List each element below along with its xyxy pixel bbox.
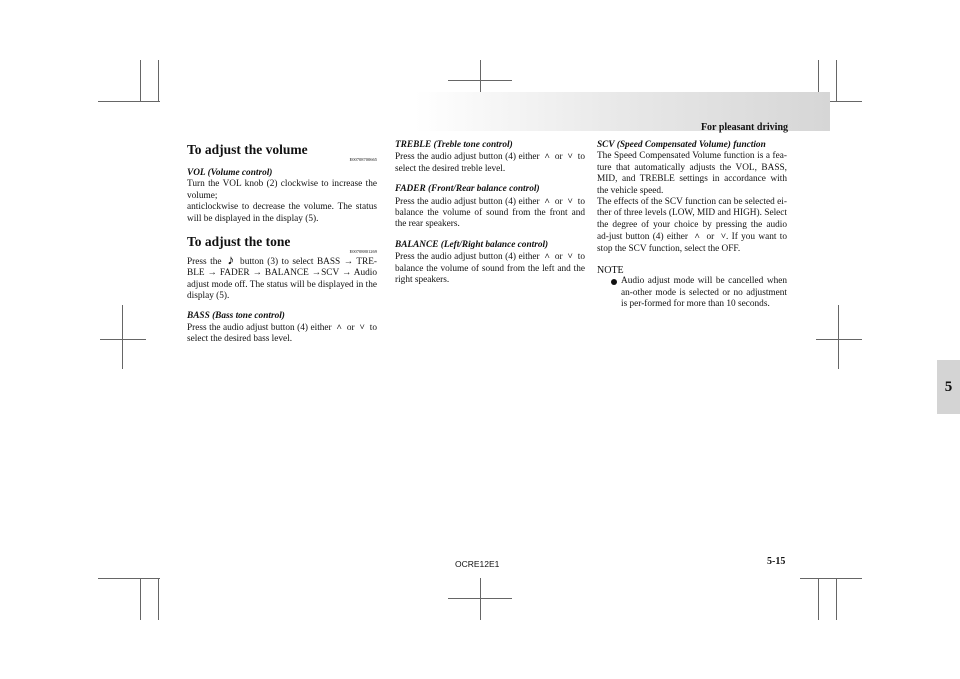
crop-mark (122, 305, 123, 369)
middle-column (395, 140, 585, 286)
right-column (597, 140, 787, 311)
doc-code: OCRE12E1 (455, 559, 500, 569)
crop-mark (448, 598, 512, 599)
tone-intro: Press the 𝅘𝅥𝅮 button (3) to select BASS → TRE-BLE → FADER → BALANCE →SCV → Audio adjust mode off. The status will be displayed in the display (5). (187, 256, 377, 302)
crop-mark (448, 80, 512, 81)
tone-code: E00708801269 (349, 249, 377, 255)
down-arrow-icon: ˅ (567, 151, 573, 162)
right-arrow-icon: → (311, 268, 322, 279)
down-arrow-icon: ˅ (720, 231, 726, 242)
treble-title: TREBLE (Treble tone control) (395, 140, 513, 150)
crop-mark (98, 101, 160, 102)
vol-title: VOL (Volume control) (187, 168, 273, 178)
tone-heading: To adjust the tone (187, 234, 291, 250)
fader-text: Press the audio adjust button (4) either ˄ or ˅ to balance the volume of sound from the front and the rear speakers. (395, 195, 585, 230)
crop-mark (140, 578, 141, 620)
bass-text: Press the audio adjust button (4) either ˄ or ˅ to select the desired bass level. (187, 322, 377, 345)
up-arrow-icon: ˄ (544, 151, 550, 162)
right-arrow-icon: → (341, 268, 352, 279)
section-title: For pleasant driving (700, 122, 788, 133)
crop-mark (98, 578, 160, 579)
crop-mark (140, 60, 141, 102)
up-arrow-icon: ˄ (694, 231, 700, 242)
volume-code: E00708700665 (349, 157, 377, 162)
scv-title: SCV (Speed Compensated Volume) function (597, 140, 766, 150)
chapter-tab: 5 (937, 360, 960, 414)
right-arrow-icon: → (207, 268, 217, 279)
left-column (187, 142, 377, 346)
up-arrow-icon: ˄ (544, 195, 550, 206)
bass-title: BASS (Bass tone control) (187, 310, 285, 321)
volume-heading: To adjust the volume (187, 142, 308, 157)
note-label: NOTE (597, 265, 624, 277)
crop-mark (818, 578, 819, 620)
crop-mark (800, 578, 862, 579)
note-bullet: Audio adjust mode will be cancelled when an-other mode is selected or no adjustment is per-formed for more than 10 seconds. (597, 276, 787, 310)
scv-text: The Speed Compensated Volume function is a fea-ture that automatically adjusts the VOL, BASS, MID, and TREBLE settings in accordance with the vehicle speed. (597, 151, 787, 196)
fader-title: FADER (Front/Rear balance control) (395, 184, 540, 195)
note-icon: 𝅘𝅥𝅮 (228, 256, 234, 267)
up-arrow-icon: ˄ (336, 322, 342, 333)
right-arrow-icon: → (343, 257, 354, 268)
page-number: 5-15 (767, 556, 786, 567)
crop-mark (836, 60, 837, 102)
crop-mark (816, 339, 862, 340)
balance-title: BALANCE (Left/Right balance control) (395, 239, 549, 250)
crop-mark (100, 339, 146, 340)
treble-text: Press the audio adjust button (4) either ˄ or ˅ to select the desired treble level. (395, 151, 585, 174)
right-arrow-icon: → (252, 268, 262, 279)
down-arrow-icon: ˅ (359, 322, 365, 333)
crop-mark (838, 305, 839, 369)
crop-mark (158, 578, 159, 620)
vol-text: Turn the VOL knob (2) clockwise to increase the volume; (187, 179, 377, 201)
bullet-icon (611, 279, 617, 285)
scv-text: The effects of the SCV function can be selected ei-ther of three levels (LOW, MID and HIGH). Select the degree of your choice by pressing the audio ad-just button (4) either ˄ or ˅. If you want to stop the SCV function, select the OFF. (597, 197, 787, 254)
up-arrow-icon: ˄ (544, 251, 550, 262)
balance-text: Press the audio adjust button (4) either ˄ or ˅ to balance the volume of sound from the left and the right speakers. (395, 251, 585, 286)
crop-mark (480, 578, 481, 620)
down-arrow-icon: ˅ (567, 251, 573, 262)
crop-mark (158, 60, 159, 102)
vol-text: anticlockwise to decrease the volume. The status will be displayed in the display (5). (187, 202, 377, 224)
down-arrow-icon: ˅ (567, 195, 573, 206)
crop-mark (836, 578, 837, 620)
